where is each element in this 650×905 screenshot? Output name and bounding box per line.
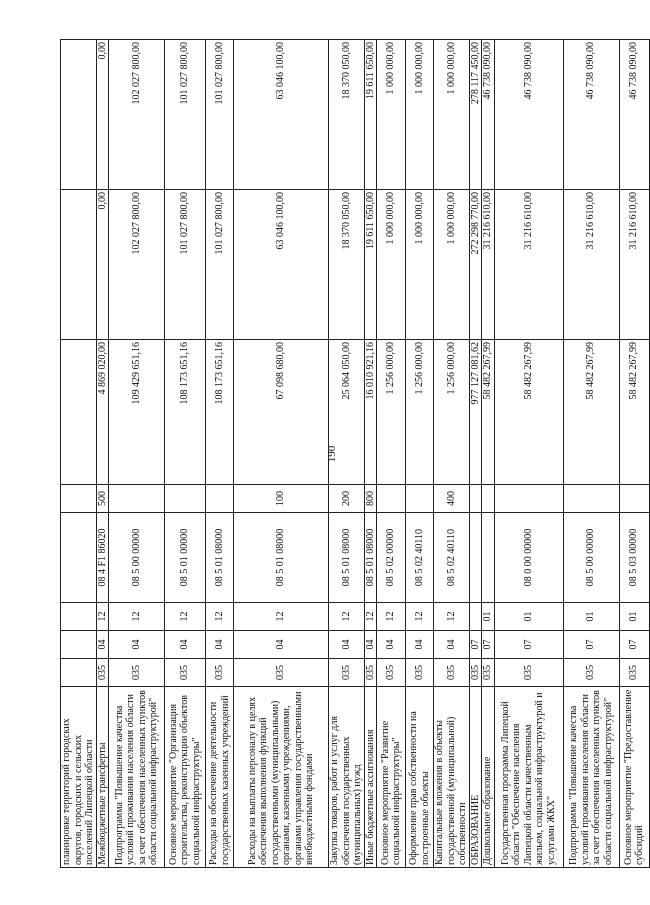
- row-target-article: 08 5 00 00000: [109, 513, 165, 603]
- budget-table: [60, 39, 650, 868]
- row-admin-code: 035: [377, 659, 406, 687]
- row-expense-type: 400: [434, 485, 470, 513]
- row-amount-1: 58 482 267,99: [619, 340, 649, 485]
- table-row: [165, 40, 206, 868]
- row-section-code: 04: [406, 631, 434, 659]
- row-amount-1: 109 429 651,16: [109, 340, 165, 485]
- table-row: [406, 40, 434, 868]
- row-name: ОБРАЗОВАНИЕ: [469, 687, 482, 868]
- row-target-article: 08 5 01 08000: [364, 513, 377, 603]
- row-admin-code: 035: [364, 659, 377, 687]
- row-subsection-code: 12: [434, 603, 470, 631]
- row-name: Дошкольное образование: [482, 687, 495, 868]
- row-name: планировке территорий городских округов, городских и сельских поселений Липецкой области: [61, 687, 97, 868]
- row-name: Основное мероприятие "Организация строительства, реконструкции объектов социальной инфраструктуры": [165, 687, 206, 868]
- row-amount-2: 101 027 800,00: [165, 190, 206, 340]
- row-section-code: [61, 631, 97, 659]
- row-amount-1: 58 482 267,99: [563, 340, 619, 485]
- row-target-article: 08 5 01 00000: [165, 513, 206, 603]
- row-amount-3: 101 027 800,00: [165, 40, 206, 190]
- row-amount-2: 101 027 800,00: [206, 190, 234, 340]
- row-amount-1: 4 869 020,00: [96, 340, 109, 485]
- row-expense-type: 200: [329, 485, 365, 513]
- row-subsection-code: 01: [563, 603, 619, 631]
- row-name: Межбюджетные трансферты: [96, 687, 109, 868]
- row-subsection-code: 12: [406, 603, 434, 631]
- row-expense-type: [61, 485, 97, 513]
- row-amount-2: 63 046 100,00: [234, 190, 329, 340]
- row-amount-1: 108 173 651,16: [206, 340, 234, 485]
- row-admin-code: 035: [165, 659, 206, 687]
- row-admin-code: 035: [234, 659, 329, 687]
- row-amount-3: 102 027 800,00: [109, 40, 165, 190]
- row-amount-2: 0,00: [96, 190, 109, 340]
- row-subsection-code: 01: [482, 603, 495, 631]
- row-admin-code: 035: [206, 659, 234, 687]
- row-expense-type: 100: [234, 485, 329, 513]
- row-expense-type: [165, 485, 206, 513]
- row-amount-2: 31 216 610,00: [482, 190, 495, 340]
- row-amount-3: 0,00: [96, 40, 109, 190]
- row-amount-2: 272 298 770,00: [469, 190, 482, 340]
- row-target-article: 08 5 01 08000: [206, 513, 234, 603]
- row-subsection-code: 12: [206, 603, 234, 631]
- row-amount-2: 31 216 610,00: [619, 190, 649, 340]
- row-admin-code: 035: [482, 659, 495, 687]
- row-target-article: [469, 513, 482, 603]
- row-amount-1: 58 482 267,99: [494, 340, 563, 485]
- row-admin-code: 035: [329, 659, 365, 687]
- row-target-article: 08 5 02 00000: [377, 513, 406, 603]
- row-amount-3: 101 027 800,00: [206, 40, 234, 190]
- row-admin-code: 035: [619, 659, 649, 687]
- row-admin-code: [61, 659, 97, 687]
- row-amount-3: 18 370 050,00: [329, 40, 365, 190]
- row-section-code: 04: [377, 631, 406, 659]
- row-section-code: 04: [234, 631, 329, 659]
- row-section-code: 04: [109, 631, 165, 659]
- row-name: Расходы на выплаты персоналу в целях обеспечения выполнения функций государственными (муниципальными) органами, казенными учреждениями, органами управления государственными внебюджетными фондами: [234, 687, 329, 868]
- row-amount-3: 19 611 650,00: [364, 40, 377, 190]
- row-subsection-code: 12: [377, 603, 406, 631]
- row-target-article: 08 5 02 40110: [406, 513, 434, 603]
- row-name: Основное мероприятие "Предоставление субсидий: [619, 687, 649, 868]
- table-row: [329, 40, 365, 868]
- row-amount-3: 46 738 090,00: [563, 40, 619, 190]
- row-target-article: [61, 513, 97, 603]
- row-amount-1: 25 064 050,00: [329, 340, 365, 485]
- row-amount-3: 46 738 090,00: [494, 40, 563, 190]
- table-row: [434, 40, 470, 868]
- row-amount-1: 1 256 000,00: [434, 340, 470, 485]
- row-subsection-code: 12: [165, 603, 206, 631]
- table-row: [109, 40, 165, 868]
- row-expense-type: [406, 485, 434, 513]
- row-subsection-code: 01: [619, 603, 649, 631]
- row-subsection-code: [469, 603, 482, 631]
- row-amount-1: [61, 340, 97, 485]
- row-admin-code: 035: [109, 659, 165, 687]
- row-amount-2: 102 027 800,00: [109, 190, 165, 340]
- row-amount-1: 108 173 651,16: [165, 340, 206, 485]
- row-admin-code: 035: [406, 659, 434, 687]
- row-amount-2: [61, 190, 97, 340]
- row-amount-3: 1 000 000,00: [377, 40, 406, 190]
- row-section-code: 07: [482, 631, 495, 659]
- row-subsection-code: 01: [494, 603, 563, 631]
- row-name: Подпрограмма "Повышение качества условий проживания населения области за счет обеспечения населенных пунктов области социальной инфраструктурой": [109, 687, 165, 868]
- row-name: Основное мероприятие "Развитие социальной инфраструктуры": [377, 687, 406, 868]
- row-name: Государственная программа Липецкой области "Обеспечение населения Липецкой области качественным жильем, социальной инфраструктурой и услугами ЖКХ": [494, 687, 563, 868]
- row-target-article: 08 5 01 08000: [329, 513, 365, 603]
- row-target-article: 08 4 F1 86020: [96, 513, 109, 603]
- row-admin-code: 035: [494, 659, 563, 687]
- row-admin-code: 035: [96, 659, 109, 687]
- row-amount-3: 46 738 090,00: [619, 40, 649, 190]
- row-section-code: 07: [619, 631, 649, 659]
- row-expense-type: [619, 485, 649, 513]
- row-name: Капитальные вложения в объекты государственной (муниципальной) собственности: [434, 687, 470, 868]
- row-amount-1: 977 127 081,62: [469, 340, 482, 485]
- row-amount-1: 16 010 921,16: [364, 340, 377, 485]
- row-section-code: 07: [469, 631, 482, 659]
- table-row: [469, 40, 482, 868]
- row-amount-3: 278 117 450,00: [469, 40, 482, 190]
- row-amount-3: 1 000 000,00: [406, 40, 434, 190]
- row-target-article: 08 5 03 00000: [619, 513, 649, 603]
- row-subsection-code: 12: [364, 603, 377, 631]
- row-expense-type: [482, 485, 495, 513]
- row-target-article: 08 5 01 08000: [234, 513, 329, 603]
- row-expense-type: 800: [364, 485, 377, 513]
- row-amount-1: 58 482 267,99: [482, 340, 495, 485]
- row-amount-3: 63 046 100,00: [234, 40, 329, 190]
- table-row: [234, 40, 329, 868]
- row-section-code: 07: [494, 631, 563, 659]
- row-target-article: [482, 513, 495, 603]
- row-amount-3: [61, 40, 97, 190]
- table-row: [482, 40, 495, 868]
- row-subsection-code: 12: [234, 603, 329, 631]
- row-amount-2: 19 611 650,00: [364, 190, 377, 340]
- row-amount-3: 46 738 090,00: [482, 40, 495, 190]
- row-section-code: 04: [329, 631, 365, 659]
- row-amount-2: 1 000 000,00: [406, 190, 434, 340]
- row-expense-type: [469, 485, 482, 513]
- row-name: Закупка товаров, работ и услуг для обеспечения государственных (муниципальных) нужд: [329, 687, 365, 868]
- row-name: Оформление прав собственности на построенные объекты: [406, 687, 434, 868]
- table-row: [494, 40, 563, 868]
- row-amount-2: 18 370 050,00: [329, 190, 365, 340]
- row-expense-type: [563, 485, 619, 513]
- row-expense-type: [377, 485, 406, 513]
- row-expense-type: [494, 485, 563, 513]
- row-section-code: 04: [434, 631, 470, 659]
- row-section-code: 07: [563, 631, 619, 659]
- row-amount-1: 1 256 000,00: [406, 340, 434, 485]
- row-subsection-code: [61, 603, 97, 631]
- row-admin-code: 035: [563, 659, 619, 687]
- table-row: [206, 40, 234, 868]
- row-section-code: 04: [96, 631, 109, 659]
- row-expense-type: 500: [96, 485, 109, 513]
- row-amount-1: 1 256 000,00: [377, 340, 406, 485]
- row-section-code: 04: [206, 631, 234, 659]
- row-target-article: 08 5 02 40110: [434, 513, 470, 603]
- row-amount-2: 1 000 000,00: [434, 190, 470, 340]
- table-row: [96, 40, 109, 868]
- row-name: Иные бюджетные ассигнования: [364, 687, 377, 868]
- row-amount-2: 31 216 610,00: [494, 190, 563, 340]
- row-admin-code: 035: [434, 659, 470, 687]
- table-row: [619, 40, 649, 868]
- row-name: Расходы на обеспечение деятельности государственных казенных учреждений: [206, 687, 234, 868]
- row-admin-code: 035: [469, 659, 482, 687]
- row-amount-1: 67 098 680,00: [234, 340, 329, 485]
- row-amount-3: 1 000 000,00: [434, 40, 470, 190]
- budget-table-container: [60, 40, 650, 868]
- row-name: Подпрограмма "Повышение качества условий проживания населения области за счет обеспечения населенных пунктов области социальной инфраструктурой": [563, 687, 619, 868]
- row-expense-type: [206, 485, 234, 513]
- row-subsection-code: 12: [96, 603, 109, 631]
- row-section-code: 04: [165, 631, 206, 659]
- table-row: [377, 40, 406, 868]
- row-amount-2: 31 216 610,00: [563, 190, 619, 340]
- table-row: [563, 40, 619, 868]
- row-subsection-code: 12: [109, 603, 165, 631]
- row-amount-2: 1 000 000,00: [377, 190, 406, 340]
- row-target-article: 08 5 00 00000: [563, 513, 619, 603]
- row-subsection-code: 12: [329, 603, 365, 631]
- table-row: [364, 40, 377, 868]
- row-target-article: 08 0 00 00000: [494, 513, 563, 603]
- row-section-code: 04: [364, 631, 377, 659]
- page-number: 190: [326, 445, 338, 463]
- table-row: [61, 40, 97, 868]
- row-expense-type: [109, 485, 165, 513]
